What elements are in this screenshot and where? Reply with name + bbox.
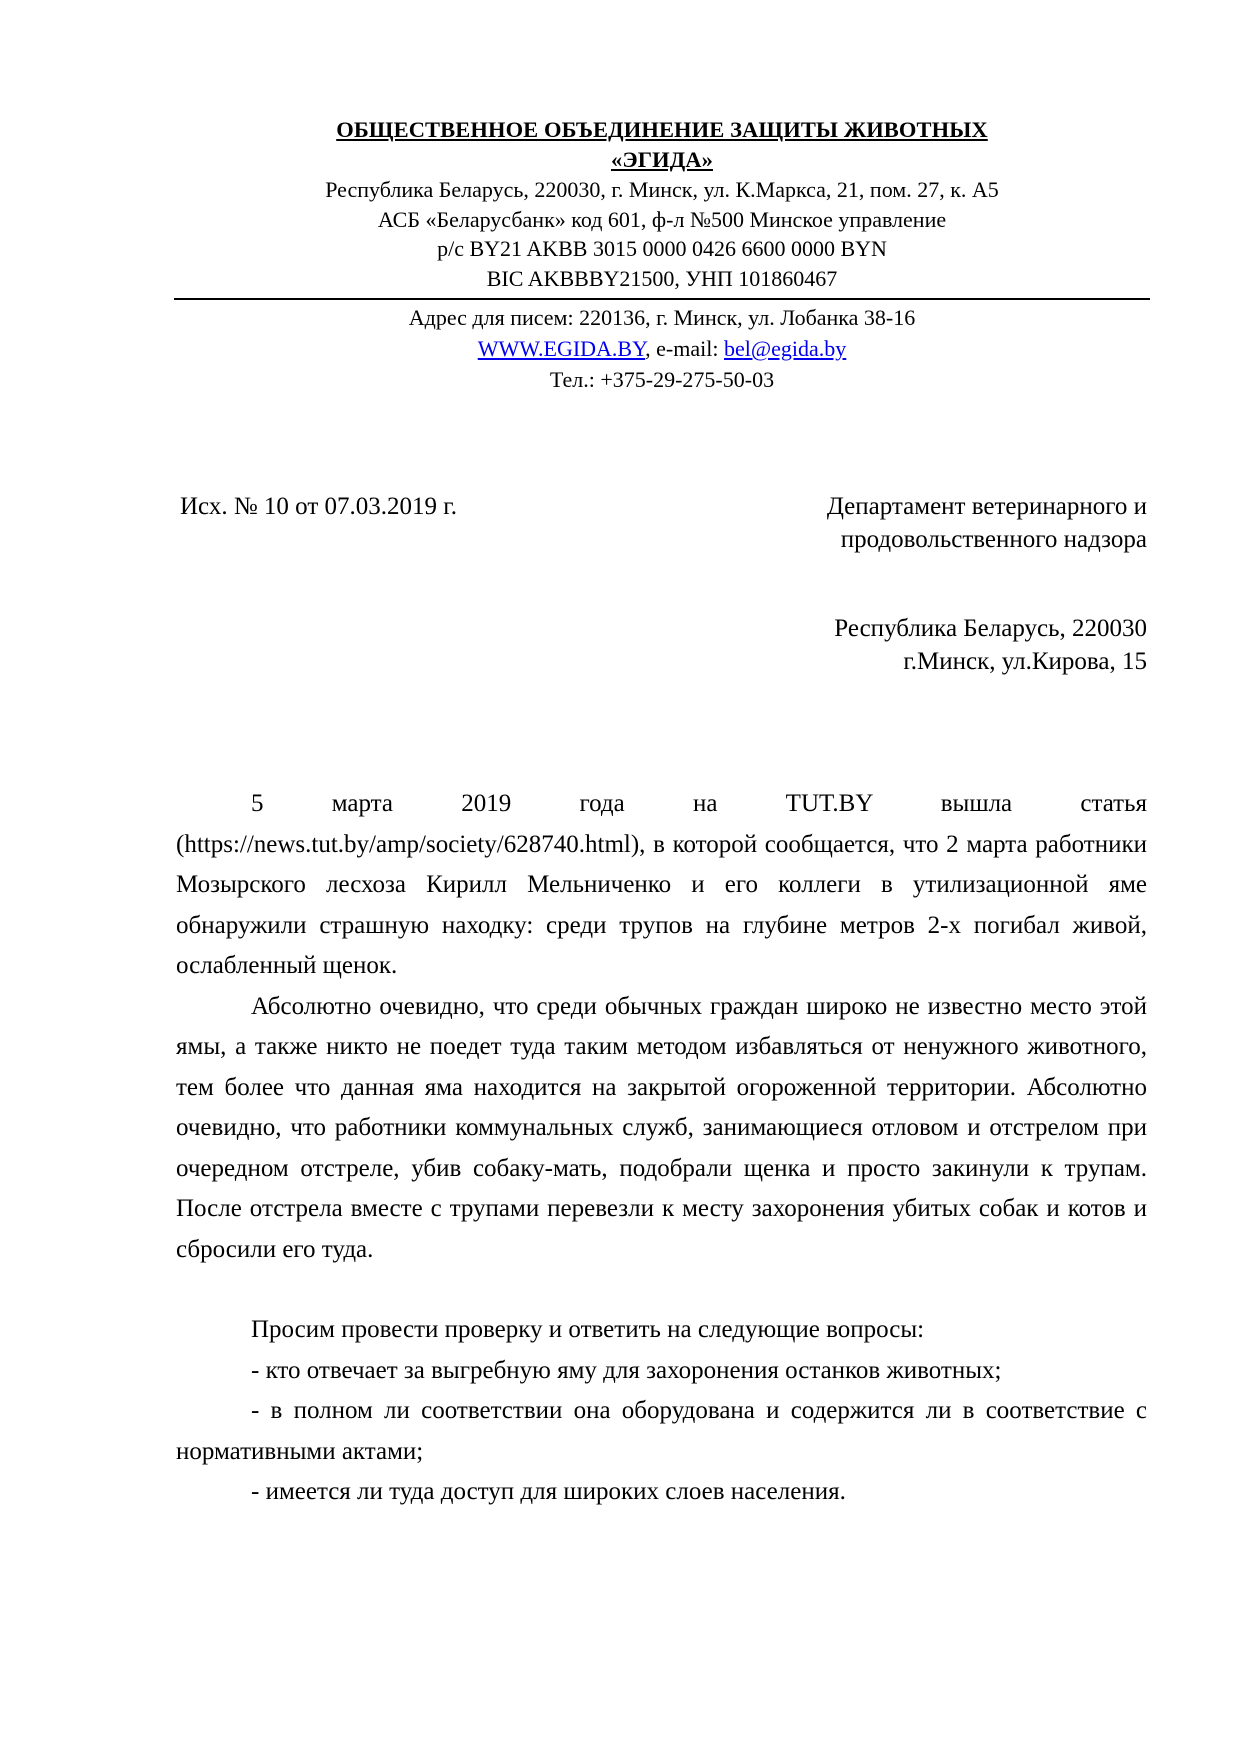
bank-details: АСБ «Беларусбанк» код 601, ф-л №500 Минское управление [377,206,947,232]
contact-line [174,333,1150,364]
email-label: , e-mail: [645,336,724,361]
question-item-3: - имеется ли туда доступ для широких слоев населения. [251,1478,846,1505]
body-paragraph-2: Абсолютно очевидно, что среди обычных граждан широко не известно место этой ямы, а также никто не поедет туда таким методом избавляться от ненужного животного, тем более что данная яма находится на закрытой огороженной территории. Абсолютно очевидно, что работники коммунальных служб, занимающиеся отловом и отстрелом при очередном отстреле, убив собаку-мать, подобрали щенка и просто закинули к трупам. После отстрела вместе с трупами перевезли к месту захоронения убитых собак и котов и сбросили его туда. [176,992,1147,1263]
letterhead-divider [174,298,1150,300]
request-intro: Просим провести проверку и ответить на следующие вопросы: [251,1316,925,1343]
email-link[interactable]: bel@egida.by [723,336,847,361]
question-item-1: - кто отвечает за выгребную яму для захоронения останков животных; [251,1356,1002,1384]
body-paragraph-1: 5 марта 2019 года на TUT.BY вышла статья (https://news.tut.by/amp/society/628740.html), в которой сообщается, что 2 марта работники Мозырского лесхоза Кирилл Мельниченко и его коллеги в утилизационной яме обнаружили страшную находку: среди трупов на глубине метров 2-х погибал живой, ослабленный щенок. [176,790,1147,979]
recipient-name-line1: Департамент ветеринарного и [826,493,1147,520]
paragraph-spacer [176,1270,1147,1310]
recipient-address-line2: г.Минск, ул.Кирова, 15 [903,648,1147,675]
organization-address: Республика Беларусь, 220030, г. Минск, ул. К.Маркса, 21, пом. 27, к. А5 [325,177,999,202]
bank-account: р/с BY21 AKBB 3015 0000 0426 6600 0000 BYN [437,236,887,261]
recipient-name-line2: продовольственного надзора [840,526,1147,553]
question-item-2: - в полном ли соответствии она оборудована и содержится ли в соответствие с нормативными актами; [176,1397,1147,1465]
outgoing-reference-number: Исх. № 10 от 07.03.2019 г. [180,493,457,520]
organization-name: ОБЩЕСТВЕННОЕ ОБЪЕДИНЕНИЕ ЗАЩИТЫ ЖИВОТНЫХ [336,117,988,142]
letter-body [176,784,1147,1513]
letterhead [174,115,1150,395]
organization-short-name: «ЭГИДА» [610,147,713,172]
recipient-block [827,490,1147,678]
bank-bic: BIC AKBBBY21500, УНП 101860467 [486,265,838,291]
phone-number: Тел.: +375-29-275-50-03 [549,367,775,392]
recipient-spacer [827,556,1147,612]
mailing-address: Адрес для писем: 220136, г. Минск, ул. Лобанка 38-16 [408,305,916,330]
recipient-address-line1: Республика Беларусь, 220030 [834,615,1147,642]
website-link[interactable]: WWW.EGIDA.BY [477,336,646,361]
